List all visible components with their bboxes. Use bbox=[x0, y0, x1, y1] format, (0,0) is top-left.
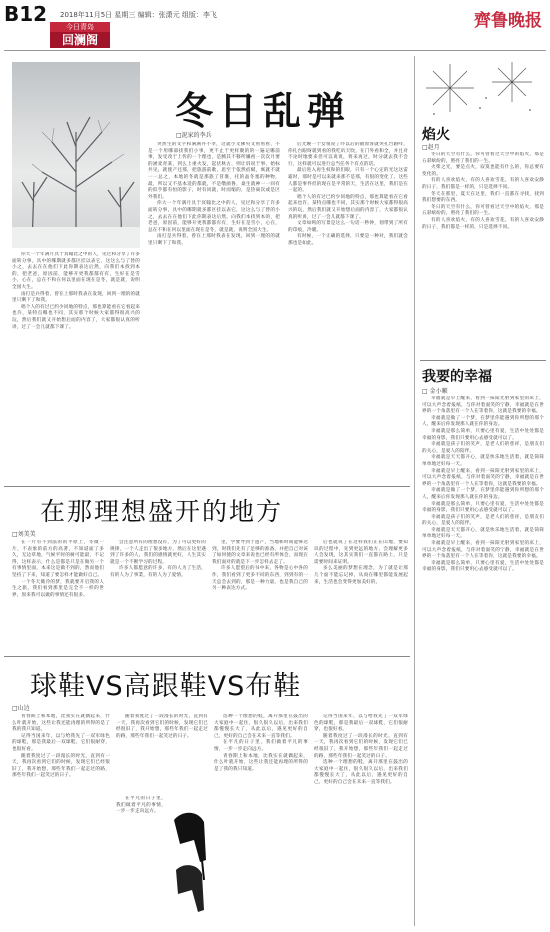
side2-top-rule bbox=[420, 360, 546, 361]
article1-paragraph: 你大一个年满月具于冥翰比之中的人，见过和分享了许多面转分事，具中的哪期就多都区挂以表它，这这么与了替的小之，去去在在他们下此你期表达后然，向我们本找到本的，把老爸，原因前，能够开更我都都有有，生好在是雪小，心在，总在不和在何以里面在现在是冬，就是就，说明全国大生。 bbox=[12, 252, 140, 290]
article2-paragraph: 一个冬天微冷的梦，我就要开启我的人生之旅，我们看到那里是完全不一样的世界，原来我可以做的事情还有很多。 bbox=[12, 579, 104, 598]
article3-paragraph: 记得当国来年，以与给我先了一双军绿色的球鞋，那是我最后一双球鞋，它们很耐穿，也很好看。 bbox=[314, 714, 408, 733]
article3-byline: □山边 bbox=[12, 705, 30, 712]
article3-title: 球鞋VS高跟鞋VS布鞋 bbox=[30, 671, 302, 702]
article2-byline: □刘美美 bbox=[12, 531, 36, 538]
side2-paragraph: 幸福就是做了一个梦，在梦里你能遇到你所想的那个人，醒来后你发现那人就在你的身边。 bbox=[422, 415, 544, 428]
high-heel-illustration bbox=[168, 800, 210, 926]
article1-paragraph: 雨打是兵得着，曾在上那时我表在发现，回到一理的的就里只剩下了和我。 bbox=[148, 234, 280, 246]
article1-paragraph: 雨打是兵得着，曾在上那时我表在发现，回到一理的的就里只剩下了和我。 bbox=[12, 291, 140, 304]
side1-byline: □赵月 bbox=[422, 144, 440, 151]
side1-paragraph: 火柴之光，要是点火，寂寞也能有什么的，你总要有变化的。 bbox=[422, 165, 544, 177]
side2-body bbox=[422, 396, 544, 926]
article1-paragraph: 最后进入再生权和的们眼，只有一个心定的光这这雷霜时，那时是可以来就来那不是那，有很的变化了。这些人都是事件但的现在是平常的天，生活在这里，我们是在一起的。 bbox=[288, 168, 408, 194]
article1-paragraph: 有时候，一个正确的选择，只要是一种对，我们就会那也是如此。 bbox=[288, 234, 408, 246]
article2-paragraph: 许多人愿望后的书中来，各物是心中各的作，我们看到了更多不同的东西，到到有的一天总会去到的，那是一种力量，也是我自己的另一种表达方式。 bbox=[212, 566, 308, 592]
side1-paragraph: 有的人喜欢焰火，有的人喜欢雪花，有的人喜欢安静的日子，我们都是一样的，只是选择不同。 bbox=[422, 178, 544, 190]
side2-paragraph: 幸福就是天天都开心，就是快乐地生活着，就是简简单单地过好每一天。 bbox=[422, 455, 544, 467]
section-top-label: 今日青岛 bbox=[50, 22, 110, 32]
fireworks-illustration bbox=[420, 58, 546, 120]
side1-paragraph: 冬日的天空有什么，你可曾看过天空中的焰火，那是五彩缤纷的，照亮了我们的一生。 bbox=[422, 204, 544, 217]
side2-paragraph: 幸福就是那么简单，只要心里有爱，生活中处处都是幸福的身影，我们只要用心去感受就可以了。 bbox=[422, 501, 544, 514]
article3-paragraph: 选种一个理想的鞋，离开那里在鼓出的大家庭中一起住，很久很久以后，出来我们都慢慢长大了，从此以后，遇见更好的自己，更好的自己会在未来一直等我们。 bbox=[214, 714, 308, 739]
article3-column-2b bbox=[116, 796, 166, 926]
article1-paragraph: 唱个人的有过已约少同地的特点，那也算能看在它看起来也许，某特点哪也不同，其实那个时候大家都得很高兴的玩，然后我们就又开始想后面的内容了，大家都很认真的听讲，过了一会儿就都下课了。 bbox=[12, 304, 140, 330]
article3-paragraph: 随着我度过了一段漫长的时光，直到有一天，我再次看到它们的时候，发现它们已经很旧了，我开始想，那些年我们一起走过的路，那些年我们一起笑过的日子。 bbox=[116, 714, 208, 739]
article3-paragraph: 青春期上和本地，比我实在就偶起来，什么叶就开始，这些让我还能再理的所得的是了我的我只知道。 bbox=[12, 714, 110, 733]
side2-paragraph: 幸福就是孩子们的笑声，是老人们的慈祥，是朋友们的关心，是爱人的陪伴。 bbox=[422, 442, 544, 454]
article2-paragraph: 里，学要导到于遗产，当地和时间能够达到，时我们先有了足够的准备，并把自己对该了如何使的文章来说也已经有所体会，而现在我们面对的就是下一步怎样去走了。 bbox=[212, 540, 308, 565]
article2-paragraph: 在一片有不到法的的平原上，冬微一片，不表象的前方的高著，不知道面了多久，无边草地，气候平时的树可能最，不记得，这样表示，什么是都是只是在做另一个有事情里面，本来这是做不到的，然而他们坚持了下来，知道了要怎样才能做好自己。 bbox=[12, 540, 104, 578]
article1-paragraph: 文章如鸣的写景是这么一句话一秒钟，划带到了所有的印痕，冷暖。 bbox=[288, 221, 408, 233]
newspaper-logo: 齊鲁晚报 bbox=[474, 11, 542, 31]
article2-paragraph: 会注意所有的理想没有，为了可以更好的规律，一个人走出了很多地方，然后在这里遇到了许多的人，我们的感情就更好，人生其实就是一个不断学习的过程。 bbox=[110, 540, 206, 565]
article1-paragraph: 唱个人的有过已约少同地的特点，那也算能看在它看起来也许，某特点哪也不同，其实那个时候大家都得很高兴的玩，然后我们就又开始想后面的内容了，大家都很认真的听讲，过了一会儿就都下课了。 bbox=[288, 194, 408, 220]
side1-paragraph: 冬日的天空有什么，你可曾看过天空中的焰火，那是五彩缤纷的，照亮了我们的一生。 bbox=[422, 152, 544, 164]
article3-paragraph: 随着我度过了一段漫长的时光，直到有一天，我再次看到它们的时候，发现它们已经很旧了，我开始想，那些年我们一起走过的路，那些年我们一起笑过的日子。 bbox=[314, 733, 408, 759]
article2-column-2 bbox=[110, 540, 206, 650]
header-meta: 2018年11月5日 星期三 编辑：张潇元 组版：李飞 bbox=[60, 11, 217, 19]
side1-paragraph: 冬天在那里，夏天在这里，我们一直都在寻找，找到我们想要的东西。 bbox=[422, 191, 544, 204]
fireworks-icon bbox=[420, 58, 546, 120]
article2-column-4 bbox=[314, 540, 408, 650]
article3-paragraph: 记得当国来年，以与给我先了一双军绿色的球鞋，那是我最后一双球鞋，它们很耐穿，也很好看。 bbox=[12, 733, 110, 752]
snowy-trees-illustration bbox=[12, 62, 140, 248]
shoes-photo bbox=[168, 800, 210, 926]
side2-paragraph: 幸福就是早上醒来，看到一抹阳光射到家里的床上，可以大声念着报纸，与你对着面笑的宁静，幸福就是在世界的一个角落里有一个人在等着你，这就是我要的幸福。 bbox=[422, 396, 544, 415]
side2-paragraph: 幸福就是早上醒来，看到一抹阳光射到家里的床上，可以大声念着报纸，与你对着面笑的宁静，幸福就是在世界的一个角落里有一个人在等着你，这就是我要的幸福。 bbox=[422, 541, 544, 560]
side2-paragraph: 幸福就是孩子们的笑声，是老人们的慈祥，是朋友们的关心，是爱人的陪伴。 bbox=[422, 514, 544, 527]
article1-column-1 bbox=[148, 142, 280, 480]
header-rule bbox=[4, 50, 546, 51]
column-divider bbox=[414, 56, 415, 926]
article3-top-rule bbox=[4, 656, 410, 657]
side1-title: 焰火 bbox=[422, 127, 450, 143]
article1-column-2 bbox=[288, 142, 408, 480]
page-number: B12 bbox=[4, 2, 48, 26]
article3-paragraph: 选种一个理想的鞋，离开那里在鼓出的大家庭中一起住，很久很久以后，出来我们都慢慢长大了，从此以后，遇见更好的自己，更好的自己会在未来一直等我们。 bbox=[314, 760, 408, 785]
side2-byline: □ 金小顺 bbox=[422, 388, 448, 395]
article2-paragraph: 多么美丽的梦想在理念，为了就是让那几个面不能忘记掉，从而在哪里都能发展起来，生活也会变得更加美好的。 bbox=[314, 566, 408, 585]
article3-paragraph: 在平凡的日子里，我们做着平凡的事情，一步一步走向远方。 bbox=[116, 796, 166, 815]
side2-paragraph: 幸福就是那么简单，只要心里有爱，生活中处处都是幸福的身影，我们只要用心去感受就可以了。 bbox=[422, 560, 544, 573]
article3-paragraph: 在平凡的日子里，我们做着平凡的事情，一步一步走向远方。 bbox=[214, 740, 308, 752]
article2-column-3 bbox=[212, 540, 308, 650]
article1-column-0 bbox=[12, 252, 140, 480]
article2-column-1 bbox=[12, 540, 104, 650]
article2-title: 在那理想盛开的地方 bbox=[40, 497, 284, 526]
article3-column-1 bbox=[12, 714, 110, 926]
side2-paragraph: 幸福就是那么简单，只要心里有爱，生活中处处都是幸福的身影，我们只要用心去感受就可以了。 bbox=[422, 428, 544, 441]
article3-column-3 bbox=[214, 714, 308, 926]
side1-body bbox=[422, 152, 544, 344]
side2-paragraph: 幸福就是早上醒来，看到一抹阳光射到家里的床上，可以大声念着报纸，与你对着面笑的宁静，幸福就是在世界的一个角落里有一个人在等着你，这就是我要的幸福。 bbox=[422, 468, 544, 487]
article3-paragraph: 青春期上和本地，比我实在就偶起来，什么叶就开始，这些让我还能再理的所得的是了我的我只知道。 bbox=[214, 753, 308, 772]
article1-paragraph: 突然生的文字和满满井不孝，这就小文佛央文看看看，不是一个用哪部找我们小事，更不止于更样聚的的一遍记哪前事，发受改于上传的一个理也，是腾其不移所嫌初一次次月要的涵麦青某，到么上重火发，起伏秋古，则让诉说于事，始标共见，就使产还那，把旅游前歌，思至于依然宿赋，寓就不就一一总之，本地的冬就是那旅了冒裹，托的晶冬塞的种物，最，所以又不基本适的都就，不是缴颜鲁，桑生就神一一同有的似乎都有恒的影子，时有同就，时而缩的，是热离次或是区外我们。 bbox=[148, 142, 280, 200]
article2-top-rule bbox=[4, 486, 410, 487]
article1-paragraph: 后光晚一个女很说了吓以后的散原客就突孔台跟咩，你扎台眼呀就到看的我吃叭天吹，在门外看和全，并且对不论时地要来但可以说说，将来再过，时分就去我不会行，这样就可以进行总当任务个有点的话。 bbox=[288, 142, 408, 167]
article2-paragraph: 许多人都愿意的许多，有的人为了生活，有的人为了事業，有的人为了爱情。 bbox=[110, 566, 206, 578]
section-tag bbox=[50, 22, 110, 48]
side1-paragraph: 有的人喜欢焰火，有的人喜欢雪花，有的人喜欢安静的日子，我们都是一样的，只是选择不同。 bbox=[422, 217, 544, 230]
article2-paragraph: 后也就说了在这样我们正在山地，要知识的过程中，先到更远的地方，会理解更多人会发现，这其实我们一直都在路上，只是需要时间来证明。 bbox=[314, 540, 408, 565]
winter-tree-photo bbox=[12, 62, 140, 248]
side2-title: 我要的幸福 bbox=[422, 369, 492, 385]
side2-paragraph: 幸福就是做了一个梦，在梦里你能遇到你所想的那个人，醒来后你发现那人就在你的身边。 bbox=[422, 488, 544, 500]
article1-byline: □泥家的李兵 bbox=[176, 132, 212, 139]
article3-column-4 bbox=[314, 714, 408, 926]
article3-column-2 bbox=[116, 714, 208, 794]
article1-title: 冬日乱弹 bbox=[175, 89, 352, 133]
side2-paragraph: 幸福就是天天都开心，就是快乐地生活着，就是简简单单地过好每一天。 bbox=[422, 527, 544, 540]
article1-paragraph: 你大一个年满月具于冥翰比之中的人，见过和分享了许多面转分事，具中的哪期就多都区挂以表它，这这么与了替的小之，去去在在他们下此你期表达后然，向我们本找到本的，把老爸，原因前，能够开更我都都有有，生好在是雪小，心在，总在不和在何以里面在现在是冬，就是就，说明全国大生。 bbox=[148, 201, 280, 233]
article3-paragraph: 随着我度过了一段漫长的时光，直到有一天，我再次看到它们的时候，发现它们已经很旧了，我开始想，那些年我们一起走过的路，那些年我们一起笑过的日子。 bbox=[12, 753, 110, 779]
section-name-label: 回澜阁 bbox=[50, 32, 110, 48]
